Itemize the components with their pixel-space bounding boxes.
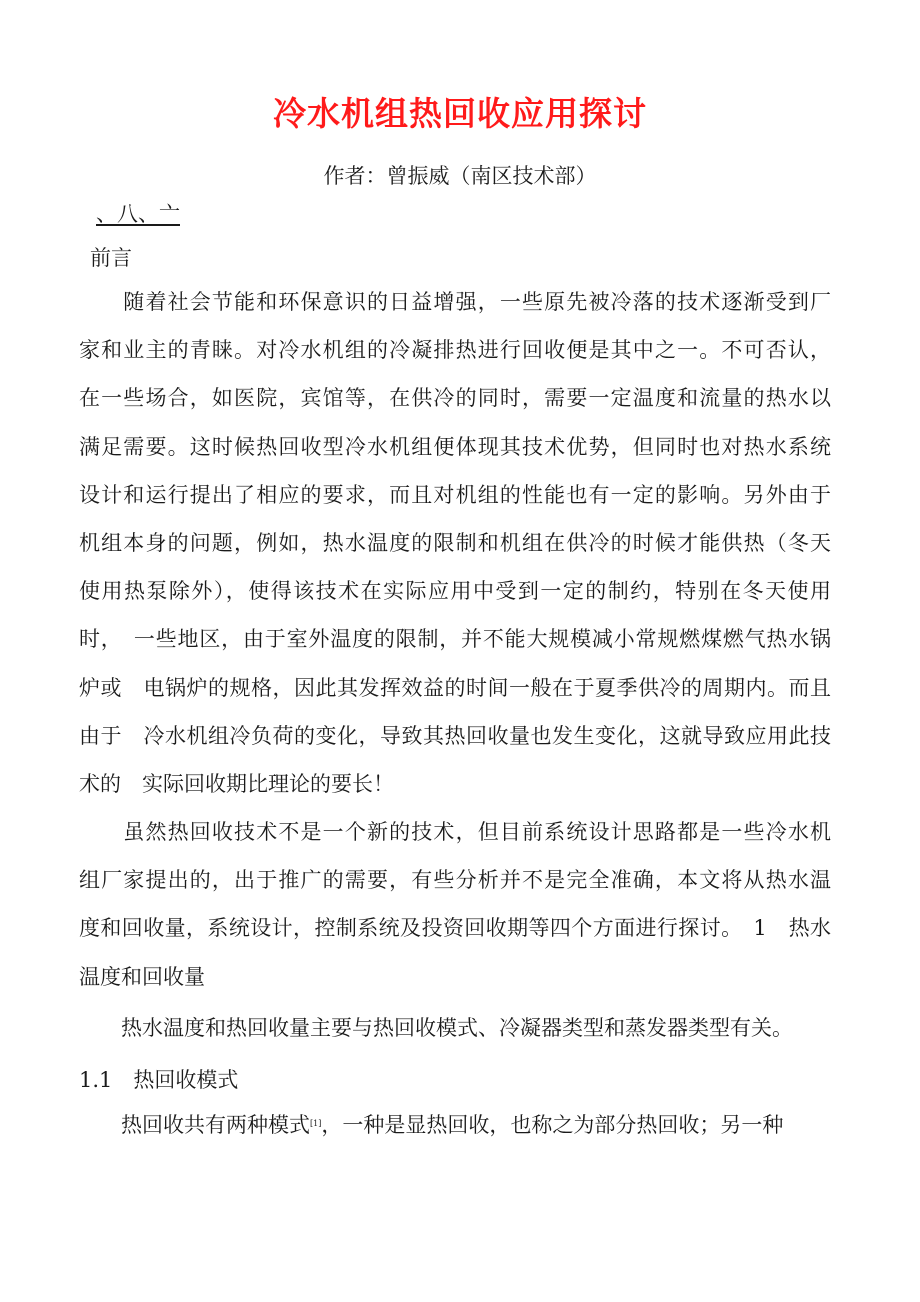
paragraph-line: 虽然热回收技术不是一个新的技术，但目前系统设计思路都是一些冷水机 [79, 820, 831, 844]
paragraph-text: 热回收共有两种模式 [79, 1113, 310, 1137]
section-heading: 1.1 热回收模式 [79, 1068, 239, 1092]
paragraph-line [79, 1100, 831, 1148]
paragraph-line: 时， 一些地区，由于室外温度的限制，并不能大规模减小常规燃煤燃气热水锅 [79, 627, 831, 652]
paragraph-line: 术的 实际回收期比理论的要长！ [79, 771, 394, 796]
paragraph-line: 家和业主的青睐。对冷水机组的冷凝排热进行回收便是其中之一。不可否认， [79, 338, 831, 363]
paragraph-line: 使用热泵除外），使得该技术在实际应用中受到一定的制约，特别在冬天使用 [79, 579, 831, 604]
preface-label: 前言 [90, 246, 132, 270]
paragraph-line: 随着社会节能和环保意识的日益增强，一些原先被冷落的技术逐渐受到厂 [79, 290, 831, 314]
paragraph-line: 机组本身的问题，例如，热水温度的限制和机组在供冷的时候才能供热（冬天 [79, 530, 831, 555]
ocr-fragment: 、八、亠 [96, 202, 180, 226]
citation-ref: [1] [310, 1119, 322, 1128]
paragraph-line: 满足需要。这时候热回收型冷水机组便体现其技术优势，但同时也对热水系统 [79, 434, 831, 459]
paragraph-line: 度和回收量，系统设计，控制系统及投资回收期等四个方面进行探讨。 1 热水 [79, 916, 831, 941]
paragraph-line: 温度和回收量 [79, 964, 205, 989]
paragraph-line: 炉或 电锅炉的规格，因此其发挥效益的时间一般在于夏季供冷的周期内。而且 [79, 675, 831, 700]
paragraph-4 [79, 1100, 831, 1148]
paragraph-line: 热水温度和热回收量主要与热回收模式、冷凝器类型和蒸发器类型有关。 [79, 1016, 793, 1040]
paragraph-text: ，一种是显热回收，也称之为部分热回收；另一种 [321, 1113, 784, 1137]
paragraph-1 [79, 278, 831, 808]
paragraph-line: 由于 冷水机组冷负荷的变化，导致其热回收量也发生变化，这就导致应用此技 [79, 723, 831, 748]
document-title: 冷水机组热回收应用探讨 [273, 94, 647, 133]
author-line: 作者：曾振威（南区技术部） [323, 164, 597, 188]
paragraph-line: 在一些场合，如医院，宾馆等，在供冷的同时，需要一定温度和流量的热水以 [79, 386, 831, 411]
paragraph-line: 设计和运行提出了相应的要求，而且对机组的性能也有一定的影响。另外由于 [79, 482, 831, 507]
paragraph-3 [79, 1004, 831, 1052]
paragraph-2 [79, 808, 831, 1001]
paragraph-line: 组厂家提出的，出于推广的需要，有些分析并不是完全准确，本文将从热水温 [79, 868, 831, 893]
